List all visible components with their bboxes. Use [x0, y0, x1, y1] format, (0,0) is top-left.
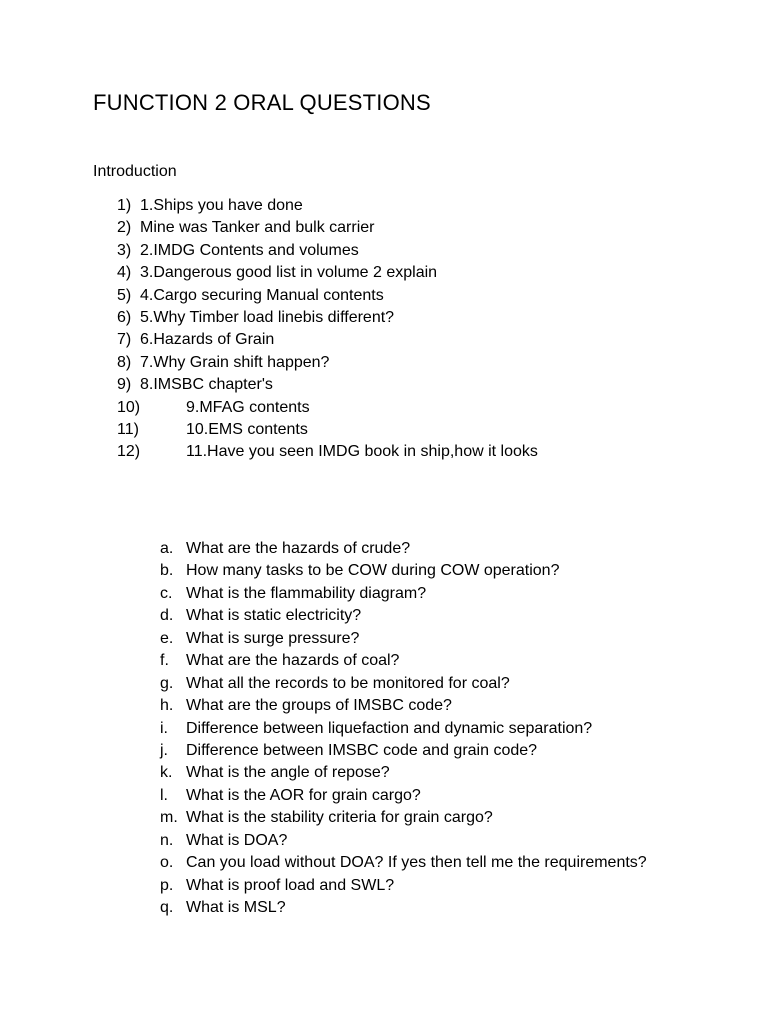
- list-item: [0, 374, 768, 396]
- list-item-marker: 10): [117, 398, 141, 416]
- list-item-text: 5.Why Timber load linebis different?: [140, 308, 395, 326]
- lettered-question-list: [0, 538, 768, 919]
- list-item: [0, 650, 768, 672]
- list-item-marker: o.: [160, 854, 174, 872]
- list-item-text: What are the hazards of crude?: [186, 540, 411, 557]
- list-item: [0, 419, 768, 441]
- list-item: [0, 397, 768, 419]
- list-item: [0, 852, 768, 874]
- list-item-marker: 3): [117, 241, 132, 259]
- numbered-question-list: [0, 195, 768, 464]
- list-item-marker: 6): [117, 308, 132, 326]
- list-item-text: 6.Hazards of Grain: [140, 331, 275, 349]
- page-title: FUNCTION 2 ORAL QUESTIONS: [93, 90, 431, 115]
- list-item: [0, 830, 768, 852]
- list-item-text: What is the angle of repose?: [186, 764, 390, 782]
- list-item-marker: i.: [160, 719, 168, 737]
- list-item-marker: m.: [160, 809, 178, 827]
- list-item-text: 4.Cargo securing Manual contents: [140, 286, 384, 304]
- list-item: [0, 628, 768, 650]
- list-item-text: What is proof load and SWL?: [186, 876, 395, 894]
- list-item-text: What is MSL?: [186, 899, 286, 916]
- list-item-marker: e.: [160, 629, 174, 647]
- list-item-text: What are the hazards of coal?: [186, 652, 400, 670]
- list-item-text: 9.MFAG contents: [186, 398, 310, 416]
- list-item-marker: 7): [117, 331, 132, 349]
- list-item-text: 8.IMSBC chapter's: [140, 376, 273, 394]
- list-item-marker: 5): [117, 286, 132, 304]
- list-item-marker: h.: [160, 697, 174, 715]
- list-item: [0, 240, 768, 262]
- list-item-marker: d.: [160, 607, 174, 625]
- list-item: [0, 897, 768, 919]
- list-item: [0, 538, 768, 560]
- list-item: [0, 441, 768, 463]
- list-item-marker: 9): [117, 376, 132, 394]
- list-item: [0, 262, 768, 284]
- list-item-marker: l.: [160, 786, 168, 804]
- list-item-marker: n.: [160, 831, 174, 849]
- list-item-text: 1.Ships you have done: [140, 197, 303, 214]
- list-item-text: What are the groups of IMSBC code?: [186, 697, 452, 715]
- list-item: [0, 695, 768, 717]
- list-item: [0, 217, 768, 239]
- list-item: [0, 583, 768, 605]
- list-item-marker: k.: [160, 764, 173, 782]
- list-item-text: 2.IMDG Contents and volumes: [140, 241, 359, 259]
- list-item-text: What all the records to be monitored for coal?: [186, 674, 510, 692]
- list-item: [0, 307, 768, 329]
- list-item: [0, 740, 768, 762]
- list-item: [0, 195, 768, 217]
- list-item: [0, 718, 768, 740]
- list-item: [0, 560, 768, 582]
- list-item-marker: b.: [160, 562, 174, 580]
- list-item-text: 10.EMS contents: [186, 420, 308, 438]
- list-item-text: What is the stability criteria for grain cargo?: [186, 809, 493, 827]
- list-item-marker: g.: [160, 674, 174, 692]
- list-item: [0, 329, 768, 351]
- list-item-text: Can you load without DOA? If yes then tell me the requirements?: [186, 854, 647, 872]
- section-heading-introduction: Introduction: [93, 163, 177, 180]
- list-item-text: What is the flammability diagram?: [186, 584, 427, 602]
- list-item-text: 3.Dangerous good list in volume 2 explain: [140, 264, 438, 282]
- list-item: [0, 785, 768, 807]
- list-item-marker: 11): [117, 420, 139, 438]
- list-item: [0, 673, 768, 695]
- list-item-text: What is DOA?: [186, 831, 288, 849]
- list-item-text: What is surge pressure?: [186, 629, 360, 647]
- list-item-marker: 2): [117, 219, 132, 237]
- list-item-text: What is the AOR for grain cargo?: [186, 786, 421, 804]
- list-item-text: 7.Why Grain shift happen?: [140, 353, 330, 371]
- list-item-text: Difference between IMSBC code and grain code?: [186, 741, 538, 759]
- list-item-text: 11.Have you seen IMDG book in ship,how it looks: [186, 443, 538, 461]
- list-item: [0, 762, 768, 784]
- list-item: [0, 807, 768, 829]
- list-item-text: How many tasks to be COW during COW operation?: [186, 562, 560, 580]
- list-item-marker: q.: [160, 899, 174, 916]
- list-item-marker: j.: [160, 741, 168, 759]
- list-item: [0, 875, 768, 897]
- list-item-marker: p.: [160, 876, 174, 894]
- list-item: [0, 285, 768, 307]
- list-item-marker: 8): [117, 353, 132, 371]
- list-item-marker: 12): [117, 443, 141, 461]
- list-item-marker: f.: [160, 652, 169, 670]
- list-item-text: Difference between liquefaction and dynamic separation?: [186, 719, 593, 737]
- list-item-marker: c.: [160, 584, 173, 602]
- list-item-marker: a.: [160, 540, 174, 557]
- list-item: [0, 352, 768, 374]
- list-item-marker: 1): [117, 197, 132, 214]
- list-item: [0, 605, 768, 627]
- list-item-marker: 4): [117, 264, 132, 282]
- list-item-text: Mine was Tanker and bulk carrier: [140, 219, 375, 237]
- list-item-text: What is static electricity?: [186, 607, 362, 625]
